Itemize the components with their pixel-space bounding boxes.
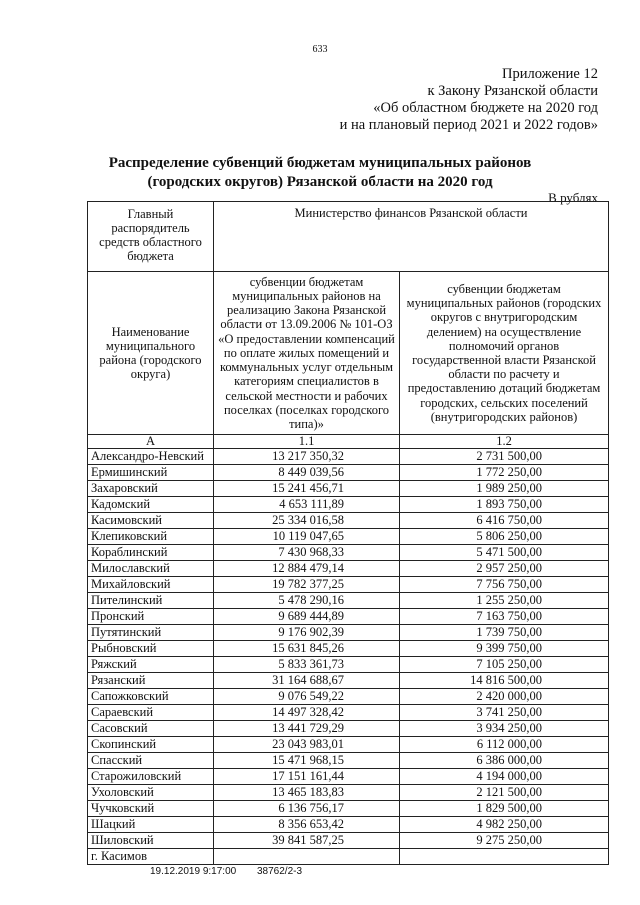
value-col1-cell — [214, 849, 400, 865]
value-col1-cell: 25 334 016,58 — [214, 513, 400, 529]
table-row — [88, 817, 609, 833]
table-row — [88, 737, 609, 753]
value-col2-cell: 5 806 250,00 — [400, 529, 609, 545]
table-row — [88, 449, 609, 465]
appendix-line-2: к Закону Рязанской области — [427, 83, 598, 99]
table-row — [88, 769, 609, 785]
value-col1-cell: 39 841 587,25 — [214, 833, 400, 849]
value-col1-cell: 5 478 290,16 — [214, 593, 400, 609]
value-col1-cell: 14 497 328,42 — [214, 705, 400, 721]
value-col2-cell: 9 399 750,00 — [400, 641, 609, 657]
table-row — [88, 529, 609, 545]
district-name-cell: Ермишинский — [88, 465, 214, 481]
value-col2-cell: 1 893 750,00 — [400, 497, 609, 513]
district-name-cell: Сапожковский — [88, 689, 214, 705]
value-col2-cell: 14 816 500,00 — [400, 673, 609, 689]
value-col1-cell: 9 176 902,39 — [214, 625, 400, 641]
table-row — [88, 481, 609, 497]
table-row — [88, 753, 609, 769]
appendix-header — [340, 66, 598, 134]
header-row-columns — [88, 272, 609, 435]
district-name-cell: Путятинский — [88, 625, 214, 641]
district-name-cell: Скопинский — [88, 737, 214, 753]
page-number: 633 — [312, 44, 328, 55]
value-col2-cell — [400, 849, 609, 865]
district-name-cell: Сасовский — [88, 721, 214, 737]
value-col1-cell: 4 653 111,89 — [214, 497, 400, 513]
table-row — [88, 465, 609, 481]
title-line-1: Распределение субвенций бюджетам муниципальных районов — [108, 155, 532, 171]
col-num-1: 1.1 — [214, 435, 400, 449]
footer — [150, 866, 320, 877]
value-col2-cell: 7 756 750,00 — [400, 577, 609, 593]
value-col2-cell: 9 275 250,00 — [400, 833, 609, 849]
value-col2-cell: 7 163 750,00 — [400, 609, 609, 625]
subvention-table — [87, 201, 609, 865]
col-num-a: А — [88, 435, 214, 449]
table-row — [88, 577, 609, 593]
district-name-cell: Милославский — [88, 561, 214, 577]
district-name-cell: Клепиковский — [88, 529, 214, 545]
value-col2-cell: 1 829 500,00 — [400, 801, 609, 817]
district-name-cell: Захаровский — [88, 481, 214, 497]
value-col1-cell: 13 441 729,29 — [214, 721, 400, 737]
value-col2-cell: 3 934 250,00 — [400, 721, 609, 737]
value-col1-cell: 12 884 479,14 — [214, 561, 400, 577]
district-name-cell: г. Касимов — [88, 849, 214, 865]
value-col1-cell: 6 136 756,17 — [214, 801, 400, 817]
table-row — [88, 561, 609, 577]
value-col1-cell: 9 076 549,22 — [214, 689, 400, 705]
table-row — [88, 657, 609, 673]
header-col1-cell: субвенции бюджетам муниципальных районов на реализацию Закона Рязанской области от 13.09.2006 № 101-ОЗ «О предоставлении компенсаций по оплате жилых помещений и коммунальных услуг отдельным категориям специалистов в сельской местности и рабочих поселках (поселках городского типа)» — [214, 272, 400, 435]
table-row — [88, 801, 609, 817]
value-col2-cell: 1 255 250,00 — [400, 593, 609, 609]
footer-doc-code: 38762/2-3 — [256, 866, 303, 877]
district-name-cell: Ухоловский — [88, 785, 214, 801]
table-row — [88, 497, 609, 513]
table-row — [88, 673, 609, 689]
district-name-cell: Кадомский — [88, 497, 214, 513]
district-name-cell: Шацкий — [88, 817, 214, 833]
district-name-cell: Старожиловский — [88, 769, 214, 785]
footer-timestamp: 19.12.2019 9:17:00 — [150, 866, 237, 877]
table-row — [88, 721, 609, 737]
appendix-line-3: «Об областном бюджете на 2020 год — [373, 100, 598, 116]
value-col1-cell: 13 465 183,83 — [214, 785, 400, 801]
value-col2-cell: 6 416 750,00 — [400, 513, 609, 529]
district-name-cell: Шиловский — [88, 833, 214, 849]
value-col2-cell: 5 471 500,00 — [400, 545, 609, 561]
value-col1-cell: 9 689 444,89 — [214, 609, 400, 625]
header-row-numbers — [88, 435, 609, 449]
value-col2-cell: 2 731 500,00 — [400, 449, 609, 465]
table-row — [88, 705, 609, 721]
document-title — [0, 154, 640, 192]
district-name-cell: Пронский — [88, 609, 214, 625]
table-row — [88, 609, 609, 625]
table-row — [88, 513, 609, 529]
value-col2-cell: 2 420 000,00 — [400, 689, 609, 705]
value-col2-cell: 6 386 000,00 — [400, 753, 609, 769]
header-ministry-cell: Министерство финансов Рязанской области — [214, 202, 609, 272]
value-col1-cell: 13 217 350,32 — [214, 449, 400, 465]
value-col2-cell: 2 121 500,00 — [400, 785, 609, 801]
title-line-2: (городских округов) Рязанской области на 2020 год — [147, 174, 493, 190]
header-admin-cell: Главный распорядитель средств областного бюджета — [88, 202, 214, 272]
value-col2-cell: 1 739 750,00 — [400, 625, 609, 641]
table-row — [88, 545, 609, 561]
value-col1-cell: 15 631 845,26 — [214, 641, 400, 657]
value-col2-cell: 4 194 000,00 — [400, 769, 609, 785]
value-col2-cell: 2 957 250,00 — [400, 561, 609, 577]
value-col1-cell: 10 119 047,65 — [214, 529, 400, 545]
header-col2-cell: субвенции бюджетам муниципальных районов (городских округов с внутригородским делением) на осуществление полномочий органов государственной власти Рязанской области по расчету и предоставлению дотаций бюджетам городских, сельских поселений (внутригородских районов) — [400, 272, 609, 435]
header-name-cell: Наименование муниципального района (городского округа) — [88, 272, 214, 435]
district-name-cell: Чучковский — [88, 801, 214, 817]
district-name-cell: Кораблинский — [88, 545, 214, 561]
col-num-2: 1.2 — [400, 435, 609, 449]
value-col1-cell: 31 164 688,67 — [214, 673, 400, 689]
district-name-cell: Касимовский — [88, 513, 214, 529]
value-col1-cell: 15 471 968,15 — [214, 753, 400, 769]
table-row — [88, 833, 609, 849]
table-row — [88, 641, 609, 657]
value-col2-cell: 6 112 000,00 — [400, 737, 609, 753]
value-col2-cell: 3 741 250,00 — [400, 705, 609, 721]
appendix-line-1: Приложение 12 — [502, 66, 598, 82]
table-row — [88, 625, 609, 641]
value-col2-cell: 1 989 250,00 — [400, 481, 609, 497]
district-name-cell: Александро-Невский — [88, 449, 214, 465]
value-col1-cell: 7 430 968,33 — [214, 545, 400, 561]
district-name-cell: Сараевский — [88, 705, 214, 721]
value-col2-cell: 4 982 250,00 — [400, 817, 609, 833]
value-col1-cell: 23 043 983,01 — [214, 737, 400, 753]
district-name-cell: Рязанский — [88, 673, 214, 689]
value-col1-cell: 8 449 039,56 — [214, 465, 400, 481]
value-col1-cell: 19 782 377,25 — [214, 577, 400, 593]
district-name-cell: Ряжский — [88, 657, 214, 673]
value-col1-cell: 8 356 653,42 — [214, 817, 400, 833]
table-row — [88, 689, 609, 705]
district-name-cell: Пителинский — [88, 593, 214, 609]
header-row-admin — [88, 202, 609, 272]
value-col2-cell: 1 772 250,00 — [400, 465, 609, 481]
appendix-line-4: и на плановый период 2021 и 2022 годов» — [339, 117, 598, 133]
value-col1-cell: 5 833 361,73 — [214, 657, 400, 673]
value-col1-cell: 17 151 161,44 — [214, 769, 400, 785]
currency-note: В рублях — [548, 190, 598, 205]
district-name-cell: Михайловский — [88, 577, 214, 593]
table-row — [88, 593, 609, 609]
value-col1-cell: 15 241 456,71 — [214, 481, 400, 497]
table-row — [88, 849, 609, 865]
value-col2-cell: 7 105 250,00 — [400, 657, 609, 673]
district-name-cell: Спасский — [88, 753, 214, 769]
district-name-cell: Рыбновский — [88, 641, 214, 657]
table-row — [88, 785, 609, 801]
